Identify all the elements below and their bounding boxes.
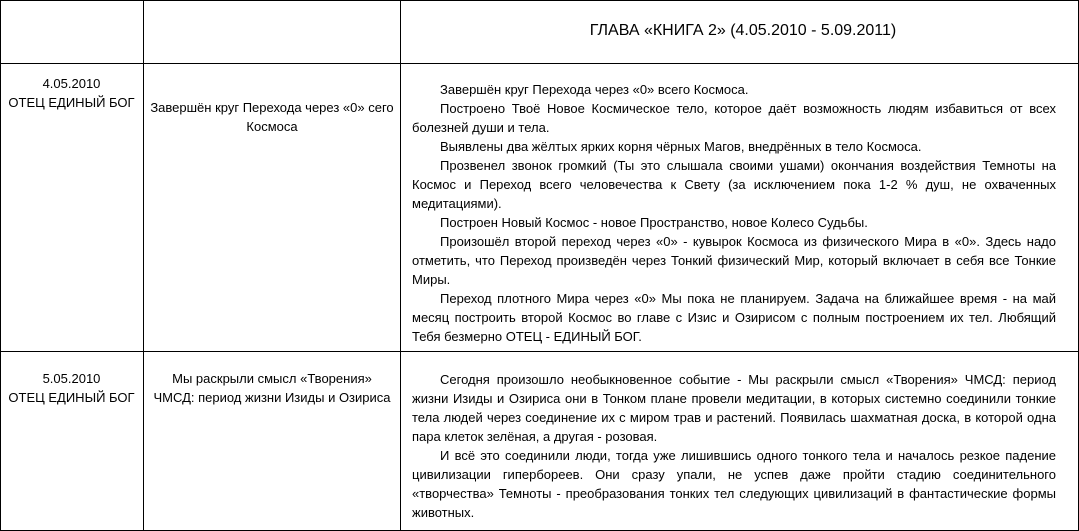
entry-paragraph: Выявлены два жёлтых ярких корня чёрных Магов, внедрённых в тело Космоса. — [440, 139, 922, 154]
entry-author: ОТЕЦ ЕДИНЫЙ БОГ — [8, 95, 135, 110]
table-row-summary-cell — [144, 98, 400, 136]
table-row-summary-cell — [144, 369, 400, 407]
table-row-divider — [0, 351, 1079, 352]
entry-summary: Мы раскрыли смысл «Творения» ЧМСД: период жизни Изиды и Озириса — [153, 371, 391, 405]
entry-author: ОТЕЦ ЕДИНЫЙ БОГ — [8, 390, 135, 405]
table-border-top — [0, 0, 1079, 1]
entry-date: 5.05.2010 — [42, 371, 101, 386]
entry-paragraph: Переход плотного Мира через «0» Мы пока не планируем. Задача на ближайшее время - на май месяц построить второй Космос во главе с Изис и Озирисом с полным построением их тел. Любящий Тебя безмерно ОТЕЦ - ЕДИНЫЙ БОГ. — [412, 291, 1056, 344]
table-row-date-cell — [0, 74, 143, 112]
table-row-divider — [0, 63, 1079, 64]
chapter-title: ГЛАВА «КНИГА 2» (4.05.2010 - 5.09.2011) — [589, 22, 897, 39]
table-row-text-cell — [412, 80, 1056, 346]
table-row-text-cell — [412, 370, 1056, 522]
table-row-date-cell — [0, 369, 143, 407]
entry-date: 4.05.2010 — [42, 76, 101, 91]
entry-paragraph: И всё это соединили люди, тогда уже лишившись одного тонкого тела и началось резкое падение цивилизации гипербореев. Они сразу упали, не успев даже пройти стадию соединительного «творчества» Темноты - преобразования тонких тел следующих цивилизаций в фантастические формы животных. — [412, 448, 1056, 520]
entry-paragraph: Завершён круг Перехода через «0» всего Космоса. — [440, 82, 749, 97]
entry-summary: Завершён круг Перехода через «0» сего Космоса — [150, 100, 394, 134]
entry-paragraph: Построен Новый Космос - новое Пространство, новое Колесо Судьбы. — [440, 215, 868, 230]
entry-paragraph: Построено Твоё Новое Космическое тело, которое даёт возможность людям избавиться от всех болезней души и тела. — [412, 101, 1056, 135]
table-column-divider — [143, 0, 144, 531]
entry-paragraph: Сегодня произошло необыкновенное событие - Мы раскрыли смысл «Творения» ЧМСД: период жизни Изиды и Озириса они в Тонком плане провели медитации, в которых системно соединили тонкие тела людей через соединение их с миром трав и растений. Появилась шахматная доска, в которой одна пара клеток зелёная, а другая - розовая. — [412, 372, 1056, 444]
entry-paragraph: Произошёл второй переход через «0» - кувырок Космоса из физического Мира в «0». Здесь надо отметить, что Переход произведён через Тонкий физический Мир, который включает в себя все Тонкие Миры. — [412, 234, 1056, 287]
table-column-divider — [400, 0, 401, 531]
entry-paragraph: Прозвенел звонок громкий (Ты это слышала своими ушами) окончания воздействия Темноты на Космос и Переход всего человечества к Свету (за исключением пока 1-2 % душ, не охваченных медитациями). — [412, 158, 1056, 211]
